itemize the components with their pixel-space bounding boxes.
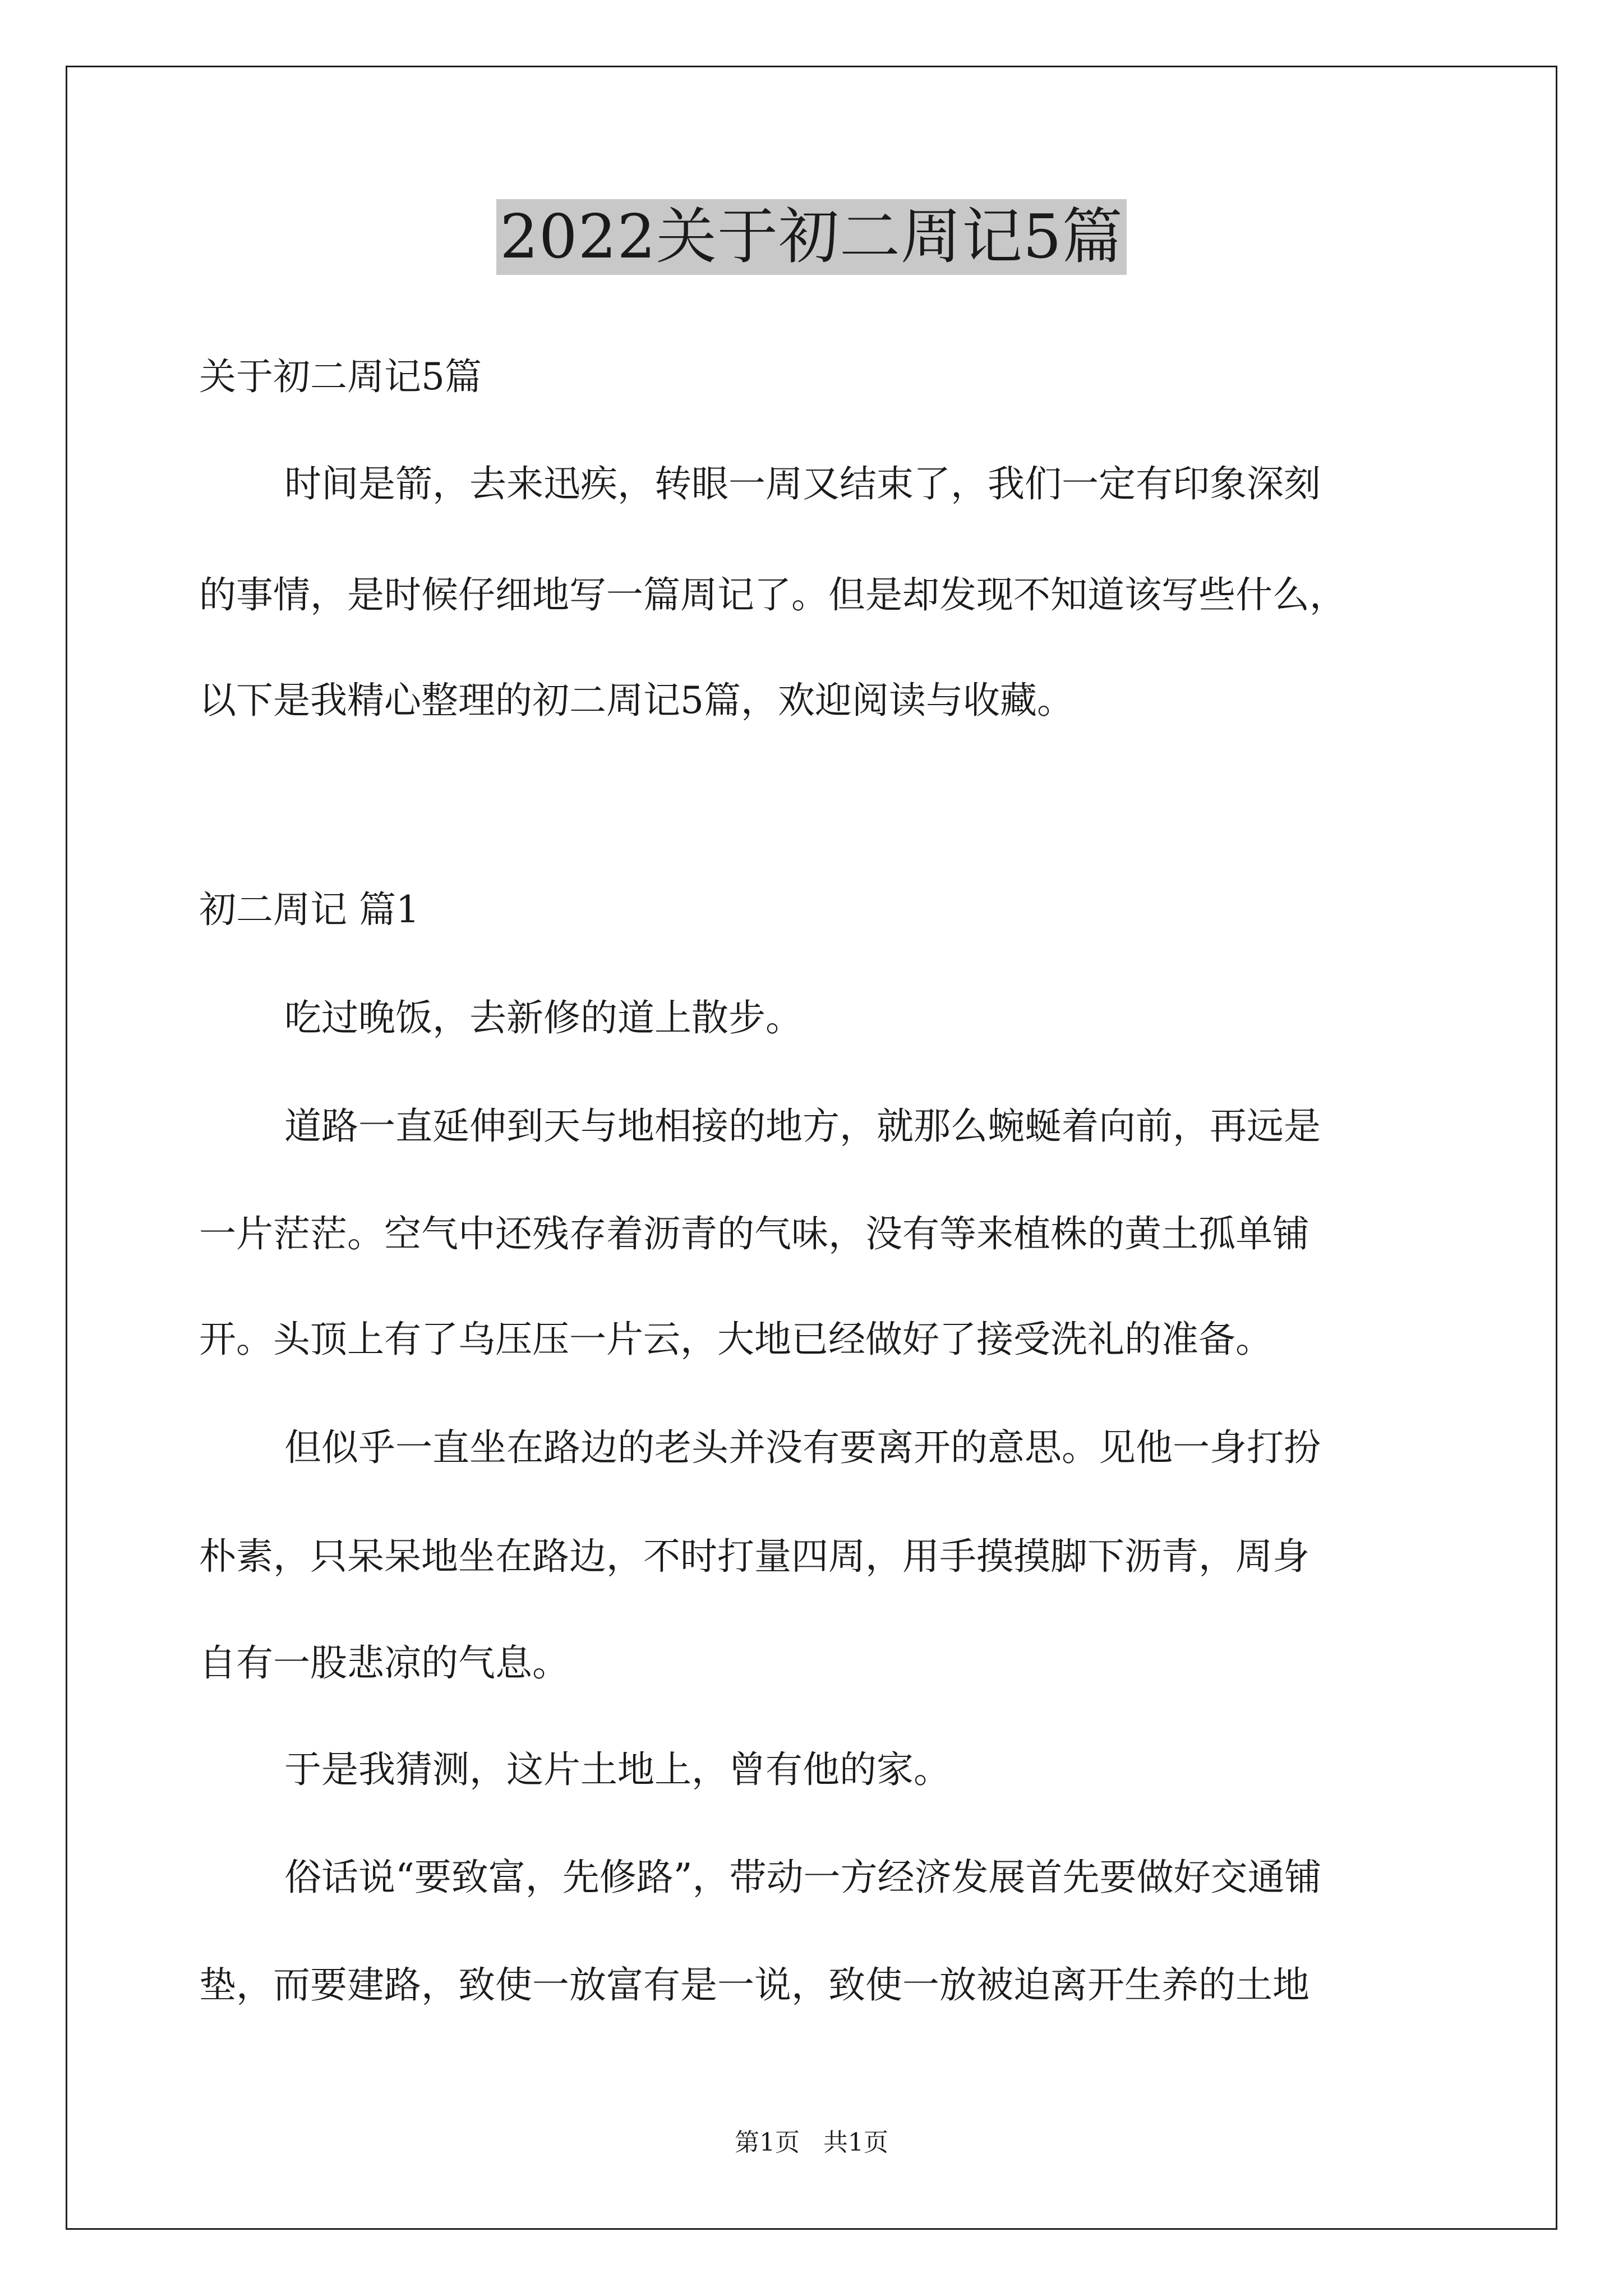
body-line-7: 自有一股悲凉的气息。 (199, 1641, 569, 1685)
body-line-6: 朴素，只呆呆地坐在路边，不时打量四周，用手摸摸脚下沥青，周身 (199, 1535, 1310, 1578)
intro-line-1: 时间是箭，去来迅疾，转眼一周又结束了，我们一定有印象深刻 (284, 462, 1321, 505)
title-container (0, 199, 1623, 275)
body-line-5: 但似乎一直坐在路边的老头并没有要离开的意思。见他一身打扮 (284, 1426, 1321, 1469)
section-heading: 初二周记 篇1 (199, 888, 419, 931)
body-line-10: 垫，而要建路，致使一放富有是一说，致使一放被迫离开生养的土地 (199, 1963, 1310, 2007)
page-number-total: 共1页 (823, 2128, 888, 2157)
document-title: 2022关于初二周记5篇 (496, 199, 1127, 275)
document-subtitle: 关于初二周记5篇 (199, 355, 482, 398)
body-line-4: 开。头顶上有了乌压压一片云，大地已经做好了接受洗礼的准备。 (199, 1318, 1272, 1361)
body-line-9: 俗话说“要致富，先修路”，带动一方经济发展首先要做好交通铺 (284, 1856, 1322, 1899)
page-footer (0, 2126, 1623, 2160)
body-line-2: 道路一直延伸到天与地相接的地方，就那么蜿蜒着向前，再远是 (284, 1105, 1321, 1148)
intro-line-3: 以下是我精心整理的初二周记5篇，欢迎阅读与收藏。 (199, 679, 1074, 722)
intro-line-2: 的事情，是时候仔细地写一篇周记了。但是却发现不知道该写些什么， (199, 573, 1347, 616)
body-line-1: 吃过晚饭，去新修的道上散步。 (284, 996, 803, 1039)
body-line-8: 于是我猜测，这片土地上，曾有他的家。 (284, 1748, 951, 1791)
body-line-3: 一片茫茫。空气中还残存着沥青的气味，没有等来植株的黄土孤单铺 (199, 1212, 1310, 1255)
page-number-current: 第1页 (735, 2128, 800, 2157)
